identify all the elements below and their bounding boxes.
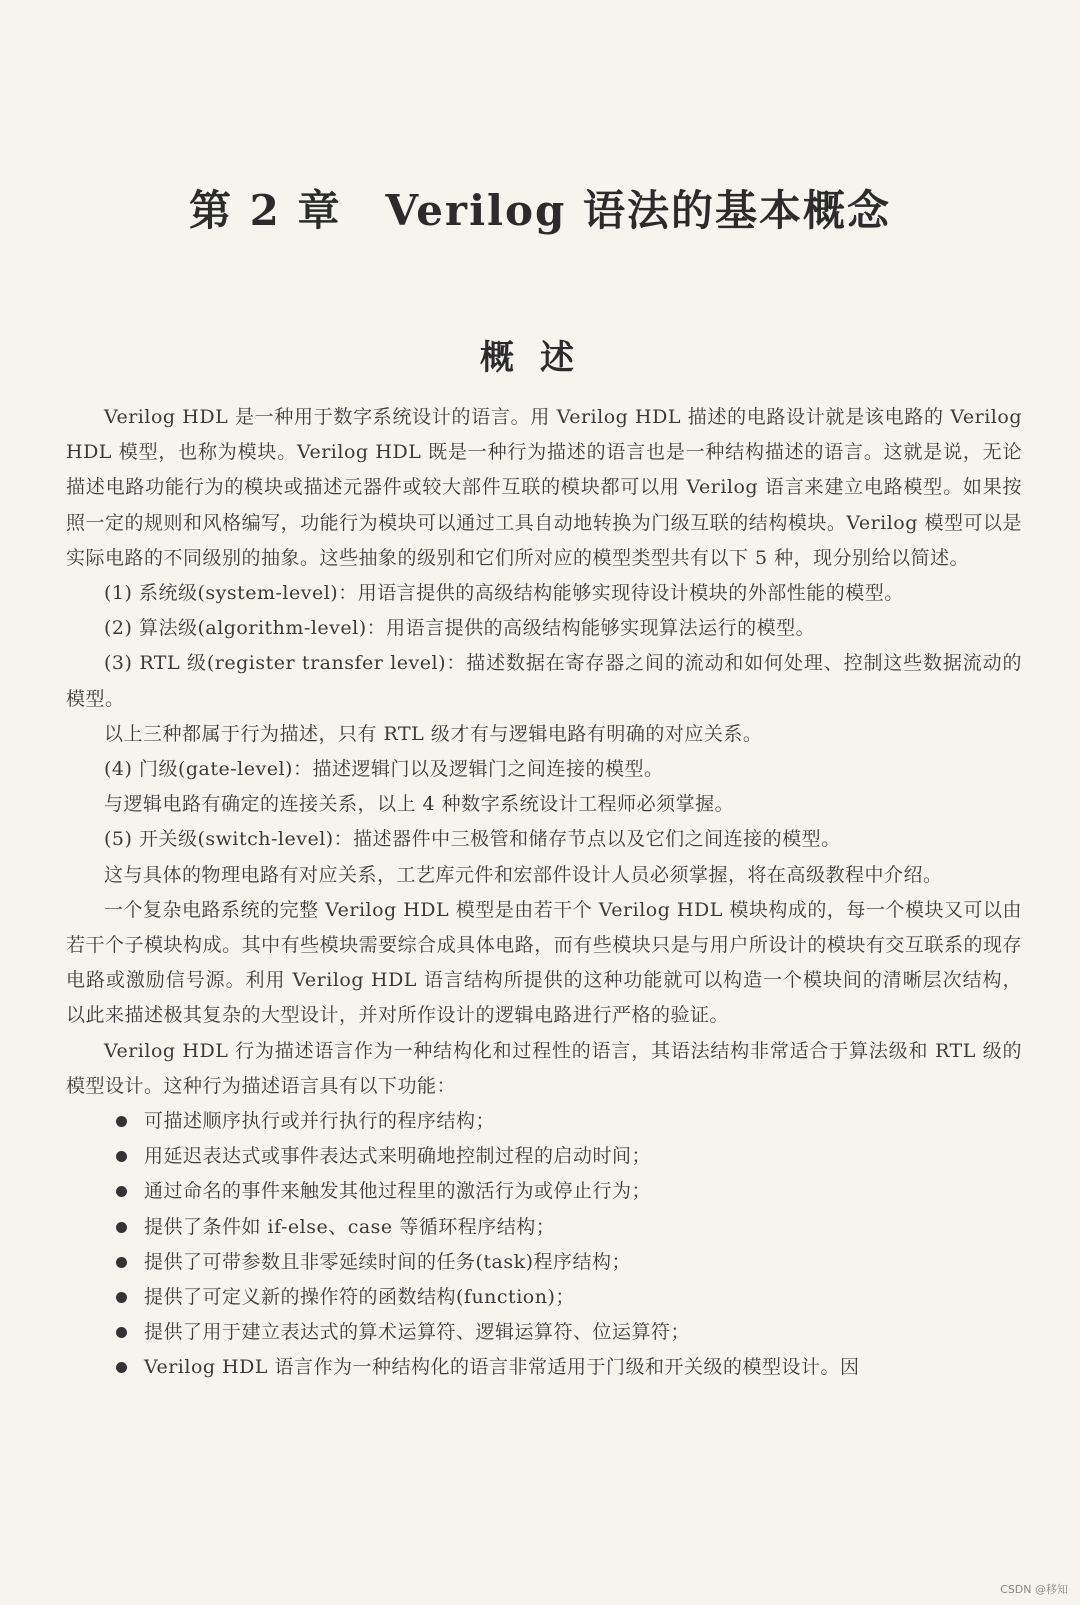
list-item-text: 提供了可定义新的操作符的函数结构(function)； [144,1286,575,1309]
bullet-icon [116,1186,127,1197]
bullet-icon [116,1151,127,1162]
list-item-text: 用延迟表达式或事件表达式来明确地控制过程的启动时间； [144,1145,652,1168]
list-item-text: 提供了条件如 if-else、case 等循环程序结构； [144,1215,556,1238]
chapter-title: 第 2 章 Verilog 语法的基本概念 [189,186,891,235]
list-item-text: 提供了可带参数且非零延续时间的任务(task)程序结构； [144,1250,632,1273]
paragraph: (2) 算法级(algorithm-level)：用语言提供的高级结构能够实现算法运行的模型。 [104,617,816,640]
paragraph: (4) 门级(gate-level)：描述逻辑门以及逻辑门之间连接的模型。 [104,758,664,781]
paragraph: Verilog HDL 是一种用于数字系统设计的语言。用 Verilog HDL 描述的电路设计就是该电路的 Verilog HDL 模型，也称为模块。Verilog HDL 既是一种行为描述的语言也是一种结构描述的语言。这就是说，无论描述电路功能行为的模块或描述元器件或较大部件互联的模块都可以用 Verilog 语言来建立电路模型。如果按照一定的规则和风格编写，功能行为模块可以通过工具自动地转换为门级互联的结构模块。Verilog 模型可以是实际电路的不同级别的抽象。这些抽象的级别和它们所对应的模型类型共有以下 5 种，现分别给以简述。 [66,406,1022,569]
paragraph: (3) RTL 级(register transfer level)：描述数据在寄存器之间的流动和如何处理、控制这些数据流动的模型。 [66,652,1022,710]
list-item-text: 可描述顺序执行或并行执行的程序结构； [144,1110,496,1133]
bullet-icon [116,1327,127,1338]
bullet-icon [116,1116,127,1127]
watermark: CSDN @移知 [1000,1583,1068,1596]
bullet-icon [116,1222,127,1233]
section-title: 概述 [480,338,600,378]
bullet-icon [116,1362,127,1373]
list-item [66,1315,1022,1350]
list-item [66,1139,1022,1174]
list-item [66,1245,1022,1280]
list-item [66,1210,1022,1245]
list-item [66,1104,1022,1139]
paragraph: (1) 系统级(system-level)：用语言提供的高级结构能够实现待设计模块的外部性能的模型。 [104,582,904,605]
list-item-text: 提供了用于建立表达式的算术运算符、逻辑运算符、位运算符； [144,1321,691,1344]
list-item [66,1350,1022,1385]
list-item-text: Verilog HDL 语言作为一种结构化的语言非常适用于门级和开关级的模型设计。因 [144,1356,860,1379]
paragraph: 一个复杂电路系统的完整 Verilog HDL 模型是由若干个 Verilog HDL 模块构成的，每一个模块又可以由若干个子模块构成。其中有些模块需要综合成具体电路，而有些模块只是与用户所设计的模块有交互联系的现存电路或激励信号源。利用 Verilog HDL 语言结构所提供的这种功能就可以构造一个模块间的清晰层次结构，以此来描述极其复杂的大型设计，并对所作设计的逻辑电路进行严格的验证。 [66,898,1022,1027]
paragraph: (5) 开关级(switch-level)：描述器件中三极管和储存节点以及它们之间连接的模型。 [104,828,841,851]
paragraph: Verilog HDL 行为描述语言作为一种结构化和过程性的语言，其语法结构非常适合于算法级和 RTL 级的模型设计。这种行为描述语言具有以下功能： [66,1039,1022,1097]
bullet-icon [116,1292,127,1303]
list-item-text: 通过命名的事件来触发其他过程里的激活行为或停止行为； [144,1180,652,1203]
list-item [66,1174,1022,1209]
paragraph: 以上三种都属于行为描述，只有 RTL 级才有与逻辑电路有明确的对应关系。 [104,722,763,745]
bullet-icon [116,1257,127,1268]
paragraph: 与逻辑电路有确定的连接关系，以上 4 种数字系统设计工程师必须掌握。 [104,793,735,816]
feature-list [66,1104,1022,1386]
body-text [66,400,1022,1386]
paragraph: 这与具体的物理电路有对应关系，工艺库元件和宏部件设计人员必须掌握，将在高级教程中介绍。 [104,863,943,886]
list-item [66,1280,1022,1315]
